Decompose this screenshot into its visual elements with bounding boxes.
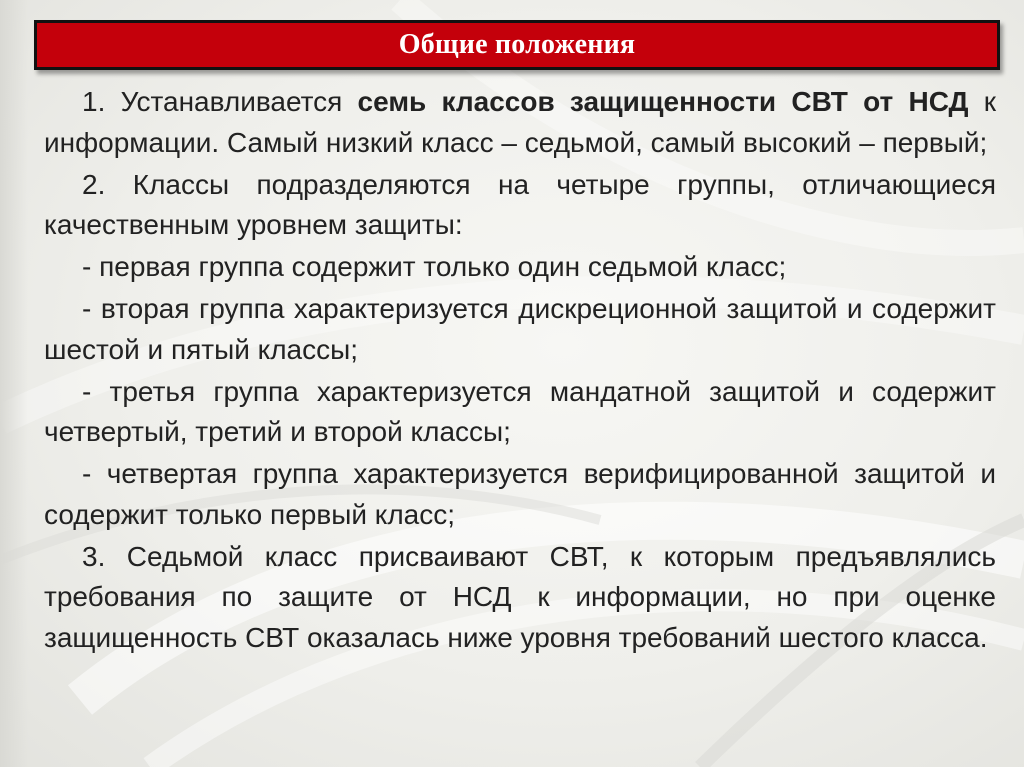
paragraph-6: - четвертая группа характеризуется верифицированной защитой и содержит только первый класс; [44,458,996,530]
title-bar [34,20,1000,70]
paragraph-1-post: к информации. Самый низкий класс – седьмой, самый высокий – первый; [44,86,996,158]
paragraph-4: - вторая группа характеризуется дискреционной защитой и содержит шестой и пятый классы; [44,293,996,365]
paragraph-1-bold: семь классов защищенности СВТ от НСД [357,86,969,117]
paragraph-1 [44,82,996,163]
paragraph-2: 2. Классы подразделяются на четыре группы, отличающиеся качественным уровнем защиты: [44,168,996,240]
left-edge-shade [0,0,28,767]
paragraph-7: 3. Седьмой класс присваивают СВТ, к которым предъявлялись требования по защите от НСД к информации, но при оценке защищенность СВТ оказалась ниже уровня требований шестого класса. [44,540,996,653]
slide-title: Общие положения [398,29,636,60]
paragraph-3: - первая группа содержит только один седьмой класс; [82,251,787,282]
paragraph-5: - третья группа характеризуется мандатной защитой и содержит четвертый, третий и второй классы; [44,375,996,447]
paragraph-1-pre: 1. Устанавливается [82,86,358,117]
slide-content [44,82,996,658]
